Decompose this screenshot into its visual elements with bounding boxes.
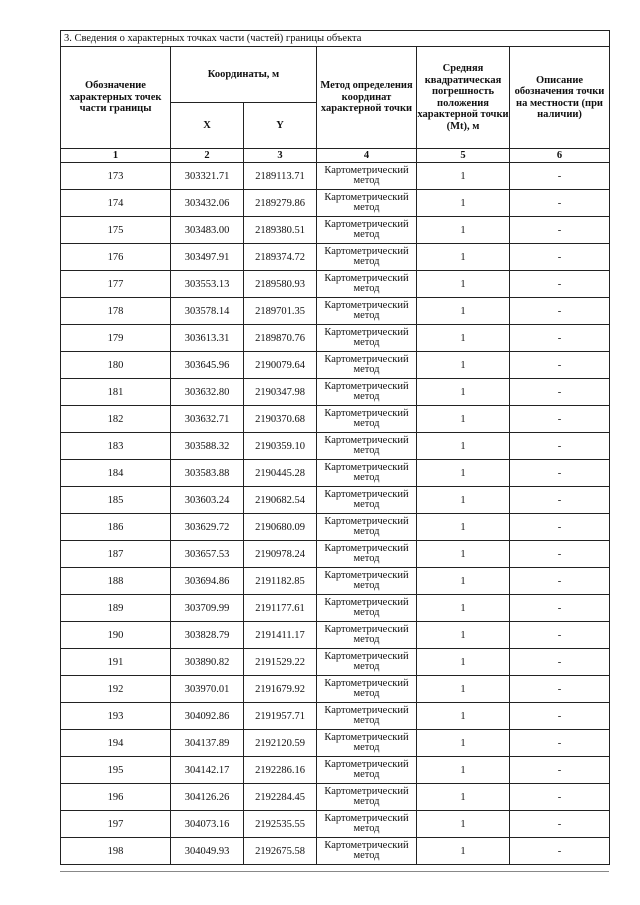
description-cell: -: [510, 811, 610, 838]
coordinate-x: 303890.82: [171, 649, 244, 676]
coordinate-y: 2190445.28: [244, 460, 317, 487]
description-cell: -: [510, 379, 610, 406]
table-row: [61, 217, 610, 244]
coordinate-y: 2190682.54: [244, 487, 317, 514]
coordinate-x: 303553.13: [171, 271, 244, 298]
method-cell: Картометрический метод: [317, 163, 417, 190]
coordinate-x: 303497.91: [171, 244, 244, 271]
description-cell: -: [510, 703, 610, 730]
method-cell: Картометрический метод: [317, 784, 417, 811]
table-row: [61, 487, 610, 514]
coordinate-x: 303645.96: [171, 352, 244, 379]
section-title: 3. Сведения о характерных точках части (частей) границы объекта: [61, 31, 610, 47]
table-row: [61, 595, 610, 622]
column-number: 3: [244, 149, 317, 163]
point-number: 195: [61, 757, 171, 784]
table-row: [61, 811, 610, 838]
coordinate-y: 2189279.86: [244, 190, 317, 217]
column-number: 1: [61, 149, 171, 163]
coordinate-x: 303483.00: [171, 217, 244, 244]
error-cell: 1: [417, 622, 510, 649]
header-method: Метод определения координат характерной точки: [317, 47, 417, 149]
description-cell: -: [510, 487, 610, 514]
column-number: 5: [417, 149, 510, 163]
coordinate-y: 2190079.64: [244, 352, 317, 379]
description-cell: -: [510, 649, 610, 676]
table-row: [61, 379, 610, 406]
method-cell: Картометрический метод: [317, 190, 417, 217]
header-error: Средняя квадратическая погрешность положения характерной точки (Mt), м: [417, 47, 510, 149]
description-cell: -: [510, 352, 610, 379]
coordinate-y: 2189580.93: [244, 271, 317, 298]
coordinate-x: 303583.88: [171, 460, 244, 487]
coordinate-y: 2189113.71: [244, 163, 317, 190]
method-cell: Картометрический метод: [317, 595, 417, 622]
method-cell: Картометрический метод: [317, 406, 417, 433]
method-cell: Картометрический метод: [317, 541, 417, 568]
coordinate-x: 303432.06: [171, 190, 244, 217]
table-row: [61, 163, 610, 190]
method-cell: Картометрический метод: [317, 811, 417, 838]
error-cell: 1: [417, 190, 510, 217]
description-cell: -: [510, 757, 610, 784]
table-row: [61, 352, 610, 379]
description-cell: -: [510, 271, 610, 298]
table-row: [61, 271, 610, 298]
coordinate-x: 304142.17: [171, 757, 244, 784]
point-number: 191: [61, 649, 171, 676]
coordinate-x: 303709.99: [171, 595, 244, 622]
description-cell: -: [510, 514, 610, 541]
point-number: 178: [61, 298, 171, 325]
description-cell: -: [510, 838, 610, 865]
coordinate-y: 2189380.51: [244, 217, 317, 244]
coordinate-x: 303694.86: [171, 568, 244, 595]
coordinate-x: 304137.89: [171, 730, 244, 757]
coordinate-x: 304092.86: [171, 703, 244, 730]
column-number: 2: [171, 149, 244, 163]
method-cell: Картометрический метод: [317, 757, 417, 784]
header-y: Y: [244, 103, 317, 149]
point-number: 186: [61, 514, 171, 541]
table-row: [61, 757, 610, 784]
method-cell: Картометрический метод: [317, 244, 417, 271]
coordinate-y: 2190680.09: [244, 514, 317, 541]
coordinate-y: 2191177.61: [244, 595, 317, 622]
point-number: 190: [61, 622, 171, 649]
error-cell: 1: [417, 352, 510, 379]
error-cell: 1: [417, 217, 510, 244]
method-cell: Картометрический метод: [317, 730, 417, 757]
error-cell: 1: [417, 379, 510, 406]
point-number: 180: [61, 352, 171, 379]
table-row: [61, 514, 610, 541]
coordinate-y: 2192286.16: [244, 757, 317, 784]
table-row: [61, 460, 610, 487]
coordinate-y: 2191957.71: [244, 703, 317, 730]
method-cell: Картометрический метод: [317, 379, 417, 406]
method-cell: Картометрический метод: [317, 325, 417, 352]
point-number: 183: [61, 433, 171, 460]
footer-divider: [60, 871, 609, 872]
coordinate-x: 304126.26: [171, 784, 244, 811]
description-cell: -: [510, 298, 610, 325]
error-cell: 1: [417, 784, 510, 811]
boundary-points-table: [60, 30, 610, 865]
column-number: 6: [510, 149, 610, 163]
point-number: 192: [61, 676, 171, 703]
description-cell: -: [510, 460, 610, 487]
column-number: 4: [317, 149, 417, 163]
method-cell: Картометрический метод: [317, 703, 417, 730]
point-number: 189: [61, 595, 171, 622]
coordinate-x: 303588.32: [171, 433, 244, 460]
table-row: [61, 649, 610, 676]
coordinate-x: 303657.53: [171, 541, 244, 568]
table-row: [61, 784, 610, 811]
error-cell: 1: [417, 514, 510, 541]
error-cell: 1: [417, 811, 510, 838]
method-cell: Картометрический метод: [317, 433, 417, 460]
description-cell: -: [510, 541, 610, 568]
point-number: 175: [61, 217, 171, 244]
method-cell: Картометрический метод: [317, 298, 417, 325]
error-cell: 1: [417, 838, 510, 865]
table-row: [61, 838, 610, 865]
point-number: 185: [61, 487, 171, 514]
table-row: [61, 406, 610, 433]
point-number: 174: [61, 190, 171, 217]
table-row: [61, 622, 610, 649]
error-cell: 1: [417, 325, 510, 352]
table-row: [61, 298, 610, 325]
coordinate-x: 303629.72: [171, 514, 244, 541]
table-row: [61, 676, 610, 703]
header-x: X: [171, 103, 244, 149]
coordinate-y: 2190347.98: [244, 379, 317, 406]
method-cell: Картометрический метод: [317, 460, 417, 487]
coordinate-y: 2191182.85: [244, 568, 317, 595]
method-cell: Картометрический метод: [317, 676, 417, 703]
coordinate-x: 303632.71: [171, 406, 244, 433]
table-body: [61, 163, 610, 865]
coordinate-y: 2191411.17: [244, 622, 317, 649]
description-cell: -: [510, 622, 610, 649]
point-number: 173: [61, 163, 171, 190]
point-number: 179: [61, 325, 171, 352]
coordinate-x: 303613.31: [171, 325, 244, 352]
coordinate-y: 2191679.92: [244, 676, 317, 703]
table-row: [61, 703, 610, 730]
table-row: [61, 730, 610, 757]
table-row: [61, 190, 610, 217]
error-cell: 1: [417, 703, 510, 730]
coordinate-y: 2189701.35: [244, 298, 317, 325]
coordinate-x: 303603.24: [171, 487, 244, 514]
header-description: Описание обозначения точки на местности (при наличии): [510, 47, 610, 149]
method-cell: Картометрический метод: [317, 649, 417, 676]
error-cell: 1: [417, 730, 510, 757]
description-cell: -: [510, 784, 610, 811]
coordinate-x: 303828.79: [171, 622, 244, 649]
point-number: 176: [61, 244, 171, 271]
table-row: [61, 568, 610, 595]
error-cell: 1: [417, 244, 510, 271]
coordinate-x: 303578.14: [171, 298, 244, 325]
error-cell: 1: [417, 406, 510, 433]
coordinate-y: 2190978.24: [244, 541, 317, 568]
description-cell: -: [510, 568, 610, 595]
header-designation: Обозначение характерных точек части границы: [61, 47, 171, 149]
point-number: 197: [61, 811, 171, 838]
description-cell: -: [510, 595, 610, 622]
method-cell: Картометрический метод: [317, 568, 417, 595]
coordinate-y: 2192120.59: [244, 730, 317, 757]
table-row: [61, 433, 610, 460]
description-cell: -: [510, 433, 610, 460]
error-cell: 1: [417, 649, 510, 676]
method-cell: Картометрический метод: [317, 217, 417, 244]
error-cell: 1: [417, 541, 510, 568]
error-cell: 1: [417, 487, 510, 514]
description-cell: -: [510, 730, 610, 757]
description-cell: -: [510, 217, 610, 244]
table-row: [61, 325, 610, 352]
description-cell: -: [510, 676, 610, 703]
coordinate-y: 2190370.68: [244, 406, 317, 433]
coordinate-x: 304049.93: [171, 838, 244, 865]
document-page: [60, 30, 609, 865]
error-cell: 1: [417, 271, 510, 298]
error-cell: 1: [417, 676, 510, 703]
coordinate-x: 303321.71: [171, 163, 244, 190]
error-cell: 1: [417, 433, 510, 460]
coordinate-y: 2189870.76: [244, 325, 317, 352]
error-cell: 1: [417, 568, 510, 595]
method-cell: Картометрический метод: [317, 514, 417, 541]
coordinate-y: 2192675.58: [244, 838, 317, 865]
method-cell: Картометрический метод: [317, 622, 417, 649]
description-cell: -: [510, 244, 610, 271]
point-number: 184: [61, 460, 171, 487]
error-cell: 1: [417, 163, 510, 190]
point-number: 196: [61, 784, 171, 811]
coordinate-y: 2190359.10: [244, 433, 317, 460]
error-cell: 1: [417, 595, 510, 622]
method-cell: Картометрический метод: [317, 271, 417, 298]
coordinate-y: 2192284.45: [244, 784, 317, 811]
point-number: 198: [61, 838, 171, 865]
method-cell: Картометрический метод: [317, 838, 417, 865]
coordinate-y: 2189374.72: [244, 244, 317, 271]
coordinate-x: 304073.16: [171, 811, 244, 838]
column-numbers-row: [61, 149, 610, 163]
coordinate-y: 2192535.55: [244, 811, 317, 838]
method-cell: Картометрический метод: [317, 352, 417, 379]
point-number: 188: [61, 568, 171, 595]
table-row: [61, 244, 610, 271]
description-cell: -: [510, 325, 610, 352]
point-number: 177: [61, 271, 171, 298]
coordinate-y: 2191529.22: [244, 649, 317, 676]
error-cell: 1: [417, 757, 510, 784]
point-number: 182: [61, 406, 171, 433]
coordinate-x: 303632.80: [171, 379, 244, 406]
point-number: 193: [61, 703, 171, 730]
table-row: [61, 541, 610, 568]
point-number: 181: [61, 379, 171, 406]
description-cell: -: [510, 190, 610, 217]
header-coordinates: Координаты, м: [171, 47, 317, 103]
coordinate-x: 303970.01: [171, 676, 244, 703]
point-number: 187: [61, 541, 171, 568]
method-cell: Картометрический метод: [317, 487, 417, 514]
description-cell: -: [510, 406, 610, 433]
point-number: 194: [61, 730, 171, 757]
error-cell: 1: [417, 298, 510, 325]
description-cell: -: [510, 163, 610, 190]
error-cell: 1: [417, 460, 510, 487]
